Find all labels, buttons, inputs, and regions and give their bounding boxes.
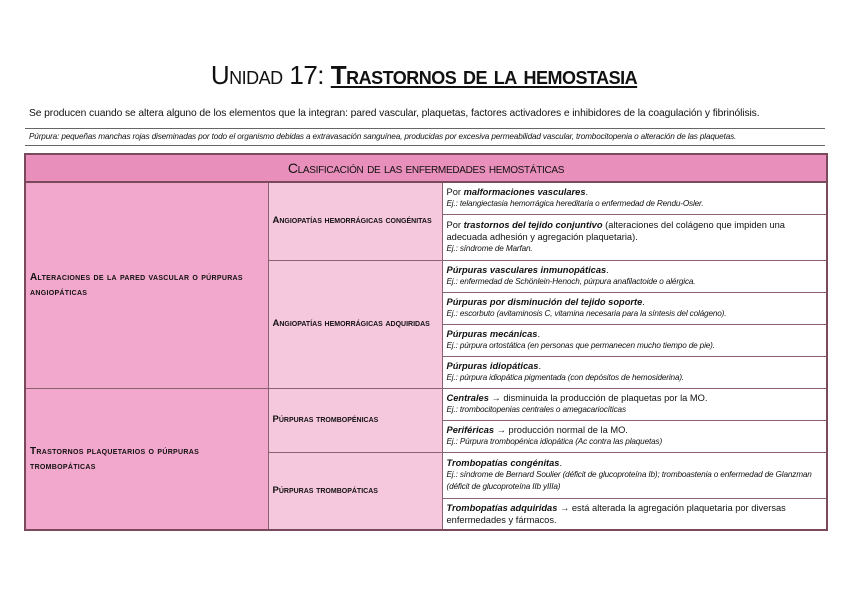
table-row: Por trastornos del tejido conjuntivo (alteraciones del colágeno que impiden una adecuada adhesión y agregación plaquetaria). Ej.: síndrome de Marfan. xyxy=(442,214,827,260)
category-cell: Alteraciones de la pared vascular o púrpuras angiopáticas xyxy=(25,182,268,388)
table-row: Púrpuras mecánicas. Ej.: púrpura ortostática (en personas que permanecen mucho tiempo de pie). xyxy=(442,324,827,356)
subcategory-cell: Púrpuras trombopáticas xyxy=(268,452,442,530)
classification-table xyxy=(24,153,828,531)
subcategory-cell: Angiopatías hemorrágicas congénitas xyxy=(268,182,442,260)
page-title xyxy=(0,60,848,91)
subcategory-cell: Angiopatías hemorrágicas adquiridas xyxy=(268,260,442,388)
table-row: Periféricas → producción normal de la MO. Ej.: Púrpura trombopénica idiopática (Ac contra las plaquetas) xyxy=(442,420,827,452)
table-row: Púrpuras por disminución del tejido soporte. Ej.: escorbuto (avitaminosis C, vitamina necesaria para la síntesis del colágeno). xyxy=(442,292,827,324)
category-cell: Trastornos plaquetarios o púrpuras trombopáticas xyxy=(25,388,268,530)
table-row: Púrpuras vasculares inmunopáticas. Ej.: enfermedad de Schönlein-Henoch, púrpura anafilactoide o alérgica. xyxy=(442,260,827,292)
table-row: Por malformaciones vasculares. Ej.: telangiectasia hemorrágica hereditaria o enfermedad de Rendu-Osler. xyxy=(442,182,827,214)
intro-text: Se producen cuando se altera alguno de los elementos que la integran: pared vascular, plaquetas, factores activadores e inhibidores de la coagulación y fibrinólisis. xyxy=(29,108,760,119)
table-row: Trombopatías adquiridas → está alterada la agregación plaquetaria por diversas enfermedades y fármacos. xyxy=(442,498,827,530)
table-header: Clasificación de las enfermedades hemostáticas xyxy=(25,154,827,182)
title-subject: Trastornos de la hemostasia xyxy=(330,60,638,90)
table-row: Púrpuras idiopáticas. Ej.: púrpura idiopática pigmentada (con depósitos de hemosiderina). xyxy=(442,356,827,388)
table-row: Centrales → disminuida la producción de plaquetas por la MO. Ej.: trombocitopenias centrales o amegacariocíticas xyxy=(442,388,827,420)
title-prefix: Unidad 17: xyxy=(210,60,331,90)
divider xyxy=(25,128,825,129)
subcategory-cell: Púrpuras trombopénicas xyxy=(268,388,442,452)
definition-note: Púrpura: pequeñas manchas rojas diseminadas por todo el organismo debidas a extravasación sanguínea, producidas por excesiva permeabilidad vascular, trombocitopenia o alteración de las plaquetas. xyxy=(29,132,737,141)
divider xyxy=(25,145,825,146)
table-row: Trombopatías congénitas. Ej.: síndrome de Bernard Soulier (déficit de glucoproteína Ib); tromboastenia o enfermedad de Glanzman (déficit de glucoproteína IIb yIIIa) xyxy=(442,452,827,498)
